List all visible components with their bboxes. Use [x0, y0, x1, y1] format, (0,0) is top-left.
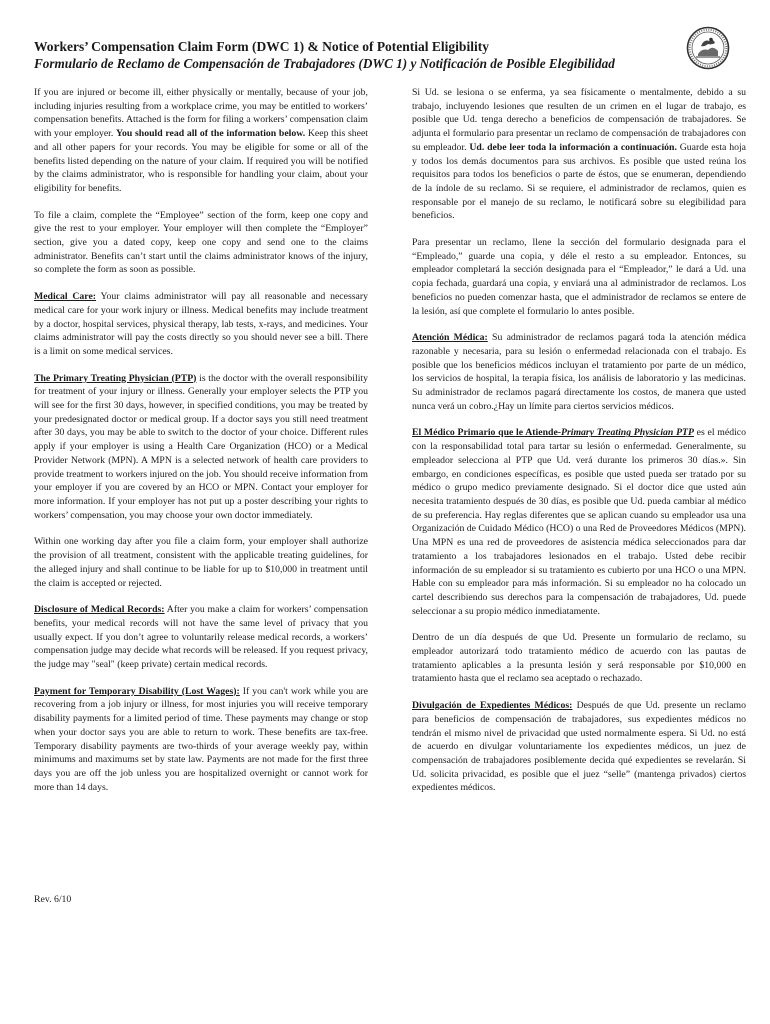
intro-emphasis-es: Ud. debe leer toda la información a continuación. — [469, 141, 677, 153]
payment-paragraph — [34, 685, 368, 795]
medical-care-body: Your claims administrator will pay all reasonable and necessary medical care for your work injury or illness. Medical benefits may include treatment by a doctor, hospital services, physical therapy, lab tests, x-rays, and medicines. Your claims administrator will pay the costs directly so you should never see a bill. There is a limit on some medical services. — [34, 291, 368, 357]
spanish-column — [412, 86, 746, 808]
ptp-heading-es: El Médico Primario que le Atiende- — [412, 427, 562, 439]
ptp-paragraph — [34, 372, 368, 523]
intro-paragraph-es — [412, 86, 746, 223]
page-subtitle: Formulario de Reclamo de Compensación de Trabajadores (DWC 1) y Notificación de Posible Elegibilidad — [34, 56, 615, 71]
ptp-heading: The Primary Treating Physician (PTP) — [34, 372, 197, 384]
intro-paragraph — [34, 86, 368, 196]
page-title: Workers’ Compensation Claim Form (DWC 1) & Notice of Potential Eligibility — [34, 39, 489, 54]
intro-text: If you are injured or become ill, either physically or mentally, because of your job, including injuries resulting from a workplace crime, you may be entitled to workers’ compensation benefits. Attached is the form for filing a workers’ compensation claim with your employer. — [34, 87, 368, 140]
disclosure-body: After you make a claim for workers’ compensation benefits, your medical records will not have the same level of privacy that you usually expect. If you don’t agree to voluntarily release medical records, a workers’ compensation judge may decide what records will be released. If you request privacy, the judge may "seal" (keep private) certain medical records. — [34, 604, 368, 671]
intro-emphasis: You should read all of the information below. — [116, 128, 306, 140]
medical-care-body-es: Su administrador de reclamos pagará toda la atención médica razonable y necesaria, para su lesión o enfermedad relacionada con el trabajo. Es posible que los beneficios médicos incluyan el tratamiento por parte de un médico, los servicios de hospital, la terapia física, los análisis de laboratorio y las medicinas. Su administrador de reclamos pagará directamente los costos, de manera que usted nunca verá un cobro.¿Hay un límite para ciertos servicios médicos. — [412, 332, 747, 412]
payment-body: If you can't work while you are recovering from a job injury or illness, for most injuries you will receive temporary disability payments for a limited period of time. These payments may change or stop when your doctor says you are able to return to work. These benefits are tax-free. Temporary disability payments are two-thirds of your average weekly pay, within minimums and maximums set by state law. Payments are not made for the first three days you are off the job unless you are hospitalized overnight or cannot work for more than 14 days. — [34, 685, 368, 793]
state-seal-icon — [686, 26, 730, 70]
intro-text-es: Si Ud. se lesiona o se enferma, ya sea físicamente o mentalmente, debido a su trabajo, incluyendo lesiones que resulten de un crimen en el lugar de trabajo, es posible que Ud. tenga derecho a beneficios de compensación de trabajadores. Se adjunta el formulario para presentar un reclamo de compensación de trabajadores con su empleador. — [412, 87, 746, 153]
authorization-paragraph: Within one working day after you file a claim form, your employer shall authorize the provision of all treatment, consistent with the applicable treating guidelines, for the alleged injury and shall continue to be liable for up to $10,000 in treatment until the claim is accepted or rejected. — [34, 536, 368, 589]
revision-label: Rev. 6/10 — [34, 894, 72, 905]
intro-text-continued: Keep this sheet and all other papers for your records. You may be eligible for some or all of the benefits listed depending on the nature of your claim. If required you will be notified by the claims administrator, who is responsible for handling your claim, about your eligibility for benefits. — [34, 128, 368, 194]
file-claim-paragraph-es: Para presentar un reclamo, llene la sección del formulario designada para el “Empleado,” guarde una copia, y déle el resto a su empleador. Entonces, su empleador completará la sección designada para el “Empleador,” le dará a Ud. una copia fechada, guardará una copia, y enviará una al administrador de reclamos. Los beneficios no pueden comenzar hasta, que el administrador de reclamos se entere de la lesión, así que complete el formulario lo antes posible. — [412, 237, 746, 317]
ptp-body-es: es el médico con la responsabilidad total para tartar su lesión o enfermedad. Generalmente, su empleador selecciona al PTP que Ud. verá durante los primeros 30 días.». Sin embargo, en condiciones específicas, es posible que usted pueda ser tratado por su médico o grupo medico previamente designado. Si el doctor dice que usted aún necesita tratamiento después de 30 días, es posible que Ud. pueda cambiar al médico de su preferencia. Hay reglas diferentes que se aplican cuando su empleador usa una Organización de Cuidado Médico (HCO) o una Red de Proveedores Médicos (MPN). Una MPN es una red de proveedores de asistencia médica seleccionados para dar tratamiento a los trabajadores lesionados en el trabajo. Usted debe recibir información de su empleador si su tratamiento es cubierto por una HCO o una MPN. Hable con su empleador para más información. Si su empleador no ha colocado un cartel describiendo sus derechos para la compensación de trabajadores, Ud. puede seleccionar a su propio médico inmediatamente. — [412, 427, 746, 617]
medical-care-heading-es: Atención Médica: — [412, 332, 488, 344]
authorization-paragraph-es: Dentro de un día después de que Ud. Presente un formulario de reclamo, su empleador autorizará todo tratamiento médico de acuerdo con las pautas de tratamiento aplicables a la presunta lesión y será responsable por $10,000 en tratamiento hasta que el reclamo sea aceptado o rechazado. — [412, 632, 746, 685]
medical-care-paragraph — [34, 290, 368, 359]
intro-text-continued-es: Guarde esta hoja y todos los demás documentos para sus archivos. Es posible que usted reúna los requisitos para todos los beneficios o parte de éstos, que se enumeran, dependiendo de la índole de su reclamo. Si se requiere, el administrador de reclamos, quien es responsable por el manejo de su reclamo, le notificará sobre su elegibilidad para beneficios. — [412, 141, 746, 222]
ptp-body: is the doctor with the overall responsibility for treatment of your injury or illness. Generally your employer selects the PTP you will see for the first 30 days, however, in specified conditions, you may be treated by your predesignated doctor or medical group. If a doctor says you still need treatment after 30 days, you may be able to switch to the doctor of your choice. Different rules apply if your employer is using a Health Care Organization (HCO) or a Medical Provider Network (MPN). A MPN is a selected network of health care providers to provide treatment to workers injured on the job. You should receive information from your employer if you are covered by an HCO or MPN. Contact your employer for more information. If your employer has not put up a poster describing your rights to workers’ compensation, you may choose your own doctor immediately. — [34, 372, 368, 521]
medical-care-heading: Medical Care: — [34, 291, 97, 303]
disclosure-heading-es: Divulgación de Expedientes Médicos: — [412, 700, 573, 712]
medical-care-paragraph-es — [412, 331, 746, 413]
file-claim-paragraph: To file a claim, complete the “Employee” section of the form, keep one copy and give the rest to your employer. Your employer will then complete the “Employer” section, give you a dated copy, keep one copy and send one to the claims administrator. Benefits can’t start until the claims administrator knows of the injury, so complete the form as soon as possible. — [34, 209, 368, 276]
disclosure-paragraph — [34, 603, 368, 672]
disclosure-paragraph-es — [412, 699, 746, 795]
ptp-heading-italic-es: Primary Treating Physician PTP — [561, 427, 694, 439]
ptp-paragraph-es — [412, 426, 746, 618]
payment-heading: Payment for Temporary Disability (Lost Wages): — [34, 685, 240, 697]
disclosure-heading: Disclosure of Medical Records: — [34, 604, 165, 616]
english-column — [34, 86, 368, 807]
disclosure-body-es: Después de que Ud. presente un reclamo para beneficios de compensación de trabajadores, sus expedientes médicos no tendrán el mismo nivel de privacidad que usted normalmente espera. Si Ud. no está de acuerdo en divulgar voluntariamente los expedientes médicos, un juez de compensación de trabajadores posiblemente decida qué expedientes se revelarán. Si Ud. solicita privacidad, es posible que el juez “selle” (mantenga privados) ciertos expedientes médicos. — [412, 700, 746, 794]
